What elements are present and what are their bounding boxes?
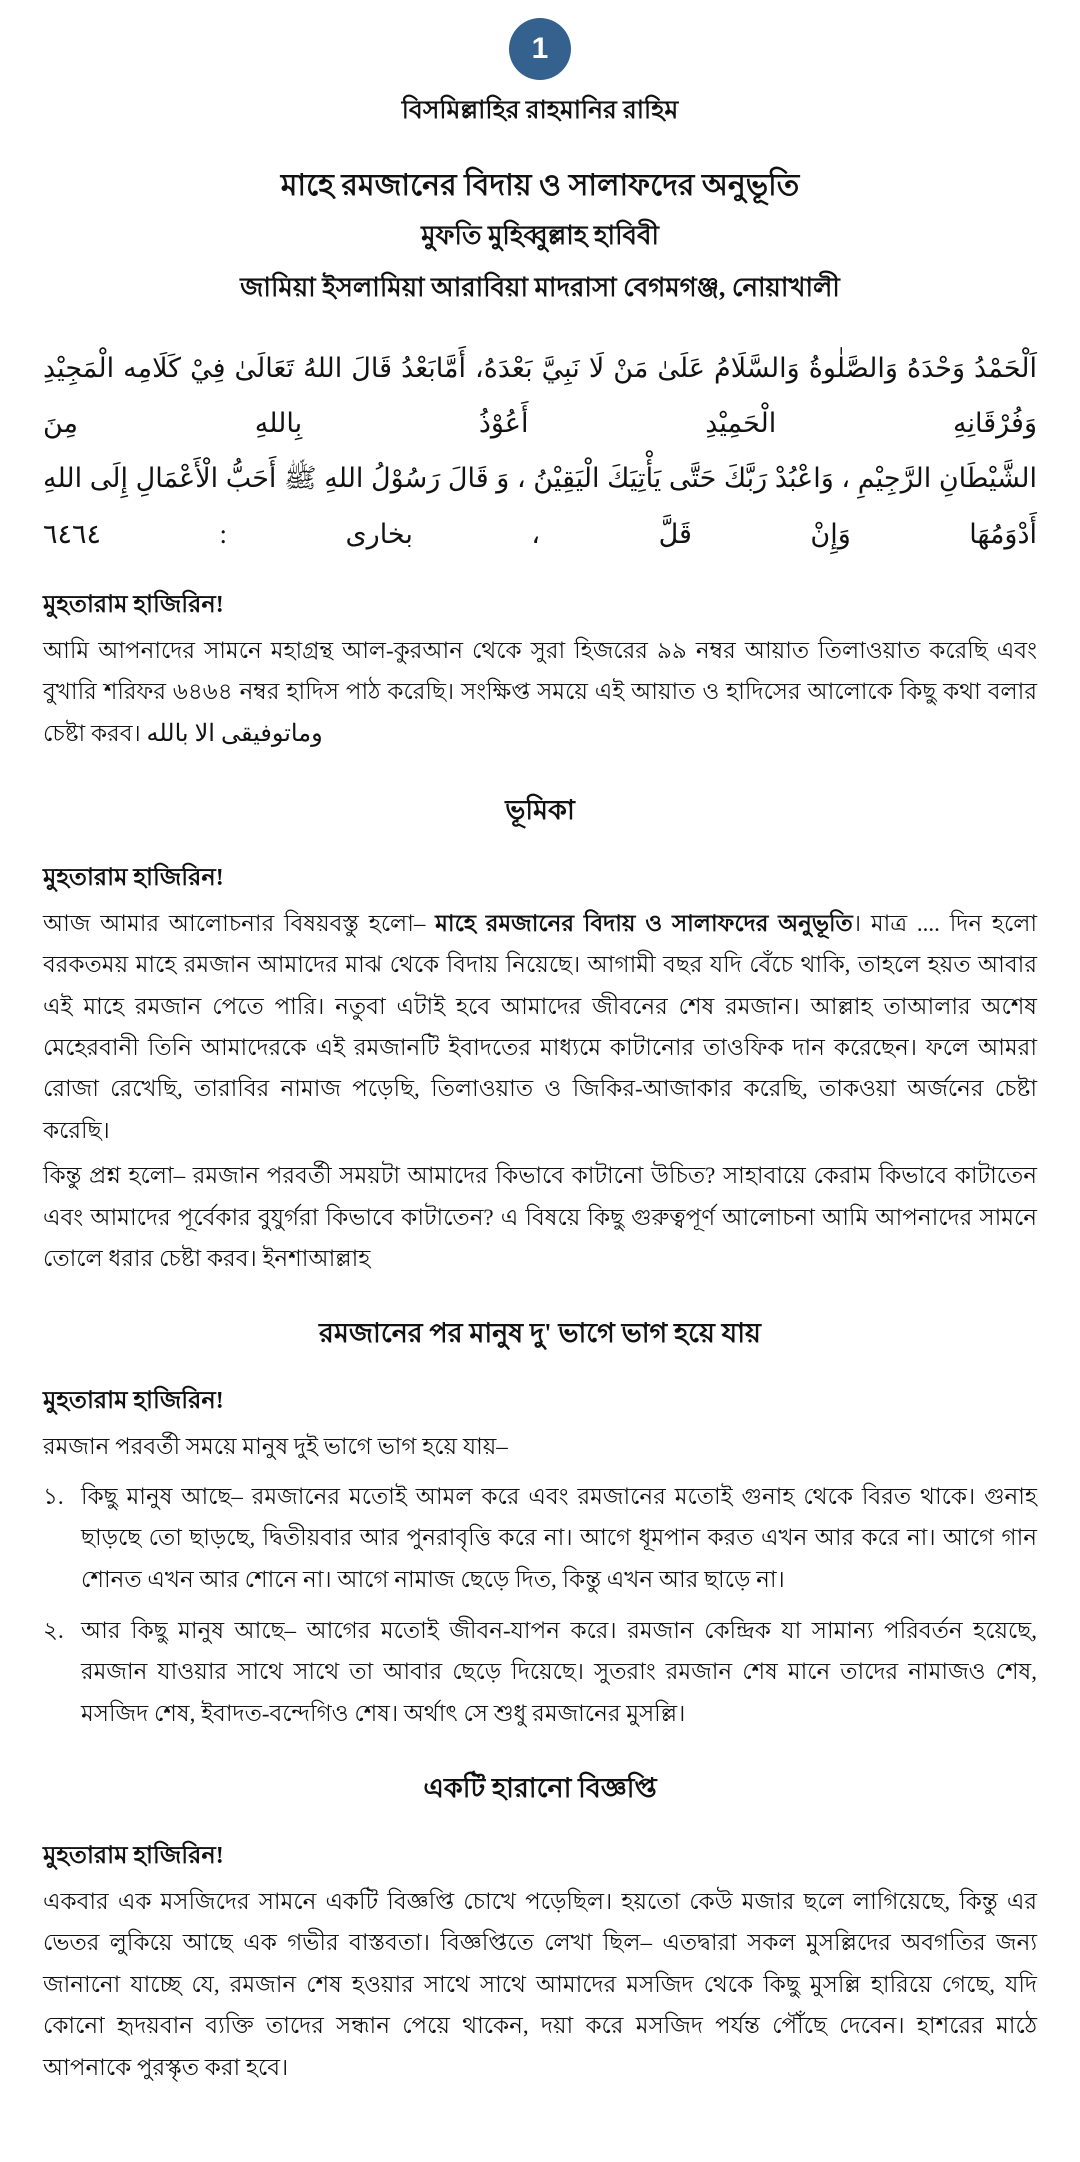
opening-paragraph-bengali: আমি আপনাদের সামনে মহাগ্রন্থ আল-কুরআন থেকে সুরা হিজরের ৯৯ নম্বর আয়াত তিলাওয়াত করেছি এবং বুখারি শরিফর ৬৪৬৪ নম্বর হাদিস পাঠ করেছি। সংক্ষিপ্ত সময়ে এই আয়াত ও হাদিসের আলোকে কিছু কথা বলার চেষ্টা করব। bbox=[43, 637, 1037, 746]
list-item-number: ১. bbox=[43, 1483, 64, 1509]
section-heading-two-groups: রমজানের পর মানুষ দু' ভাগে ভাগ হয়ে যায় bbox=[319, 1318, 761, 1349]
salutation-1: মুহতারাম হাজিরিন! bbox=[43, 591, 224, 618]
section-heading-lost-notice: একটি হারানো বিজ্ঞপ্তি bbox=[423, 1773, 657, 1804]
intro-paragraph-lead: আজ আমার আলোচনার বিষয়বস্তু হলো– bbox=[43, 910, 436, 936]
arabic-line-2: الشَّيْطَانِ الرَّجِيْمِ ، وَاعْبُدْ رَبَّكَ حَتَّى يَأْتِيَكَ الْيَقِيْنُ ، وَ قَالَ رَسُوْلُ اللهِ ﷺ أَحَبُّ الْأَعْمَالِ إِلَى اللهِ أَدْوَمُهَا وَإِنْ قَلَّ ، بخارى : ٦٤٦٤ bbox=[43, 463, 1037, 549]
opening-paragraph-arabic-tail: وماتوفيقى الا بالله bbox=[146, 720, 323, 747]
document-title: মাহে রমজানের বিদায় ও সালাফদের অনুভূতি bbox=[280, 169, 800, 202]
intro-paragraph-2: কিন্তু প্রশ্ন হলো– রমজান পরবর্তী সময়টা আমাদের কিভাবে কাটানো উচিত? সাহাবায়ে কেরাম কিভাবে কাটাতেন এবং আমাদের পূর্বেকার বুযুর্গরা কিভাবে কাটাতেন? এ বিষয়ে কিছু গুরুত্বপূর্ণ আলোচনা আমি আপনাদের সামনে তোলে ধরার চেষ্টা করব। ইনশাআল্লাহ bbox=[43, 1163, 1037, 1271]
author-name: মুফতি মুহিব্বুল্লাহ হাবিবী bbox=[421, 220, 659, 250]
arabic-opening-passage bbox=[43, 341, 1037, 562]
salutation-3: মুহতারাম হাজিরিন! bbox=[43, 1388, 224, 1415]
bismillah-line: বিসমিল্লাহির রাহমানির রাহিম bbox=[401, 97, 679, 124]
salutation-4: মুহতারাম হাজিরিন! bbox=[43, 1843, 224, 1870]
list-item-number: ২. bbox=[43, 1617, 64, 1643]
intro-paragraph-rest: । মাত্র .... দিন হলো বরকতময় মাহে রমজান আমাদের মাঝ থেকে বিদায় নিয়েছে। আগামী বছর যদি বেঁচে থাকি, তাহলে হয়ত আবার এই মাহে রমজান পেতে পারি। নতুবা এটাই হবে আমাদের জীবনের শেষ রমজান। আল্লাহ তাআলার অশেষ মেহেরবানী তিনি আমাদেরকে এই রমজানটি ইবাদতের মাধ্যমে কাটানোর তাওফিক দান করেছেন। ফলে আমরা রোজা রেখেছি, তারাবির নামাজ পড়েছি, তিলাওয়াত ও জিকির-আজাকার করেছি, তাকওয়া অর্জনের চেষ্টা করেছি। bbox=[43, 910, 1038, 1143]
list-item-text: আর কিছু মানুষ আছে– আগের মতোই জীবন-যাপন করে। রমজান কেন্দ্রিক যা সামান্য পরিবর্তন হয়েছে, রমজান যাওয়ার সাথে সাথে তা আবার ছেড়ে দিয়েছে। সুতরাং রমজান শেষ মানে তাদের নামাজও শেষ, মসজিদ শেষ, ইবাদত-বন্দেগিও শেষ। অর্থাৎ সে শুধু রমজানের মুসল্লি। bbox=[81, 1617, 1037, 1726]
two-groups-lead: রমজান পরবর্তী সময়ে মানুষ দুই ভাগে ভাগ হয়ে যায়– bbox=[43, 1434, 508, 1460]
list-item bbox=[43, 1476, 1037, 1600]
institution-name: জামিয়া ইসলামিয়া আরাবিয়া মাদরাসা বেগমগঞ্জ, নোয়াখালী bbox=[240, 272, 840, 302]
section-heading-intro: ভূমিকা bbox=[505, 794, 575, 825]
arabic-line-1: اَلْحَمْدُ وَحْدَهُ وَالصَّلٰوةُ وَالسَّلَامُ عَلَىٰ مَنْ لَا نَبِيَّ بَعْدَهُ، أَمَّابَعْدُ قَالَ اللهُ تَعَالَىٰ فِيْ كَلَامِه الْمَجِيْدِ وَفُرْقَانِهِ الْحَمِيْدِ أَعُوْذُ بِاللهِ مِنَ bbox=[43, 352, 1037, 438]
intro-paragraph-1 bbox=[43, 903, 1037, 1151]
intro-topic-bold: মাহে রমজানের বিদায় ও সালাফদের অনুভূতি bbox=[435, 910, 853, 936]
lost-notice-paragraph: একবার এক মসজিদের সামনে একটি বিজ্ঞপ্তি চোখে পড়েছিল। হয়তো কেউ মজার ছলে লাগিয়েছে, কিন্তু এর ভেতর লুকিয়ে আছে এক গভীর বাস্তবতা। বিজ্ঞপ্তিতে লেখা ছিল– এতদ্বারা সকল মুসল্লিদের অবগতির জন্য জানানো যাচ্ছে যে, রমজান শেষ হওয়ার সাথে সাথে আমাদের মসজিদ থেকে কিছু মুসল্লি হারিয়ে গেছে, যদি কোনো হৃদয়বান ব্যক্তি তাদের সন্ধান পেয়ে থাকেন, দয়া করে মসজিদ পর্যন্ত পৌঁছে দেবেন। হাশরের মাঠে আপনাকে পুরস্কৃত করা হবে। bbox=[43, 1889, 1037, 2080]
two-groups-list bbox=[43, 1476, 1037, 1734]
page-number: 1 bbox=[531, 32, 549, 65]
list-item bbox=[43, 1610, 1037, 1734]
list-item-text: কিছু মানুষ আছে– রমজানের মতোই আমল করে এবং রমজানের মতোই গুনাহ থেকে বিরত থাকে। গুনাহ ছাড়ছে তো ছাড়ছে, দ্বিতীয়বার আর পুনরাবৃত্তি করে না। আগে ধূমপান করত এখন আর করে না। আগে গান শোনত এখন আর শোনে না। আগে নামাজ ছেড়ে দিত, কিন্তু এখন আর ছাড়ে না। bbox=[81, 1483, 1037, 1592]
salutation-2: মুহতারাম হাজিরিন! bbox=[43, 864, 224, 891]
opening-paragraph bbox=[43, 630, 1037, 756]
page-number-badge bbox=[509, 18, 571, 80]
